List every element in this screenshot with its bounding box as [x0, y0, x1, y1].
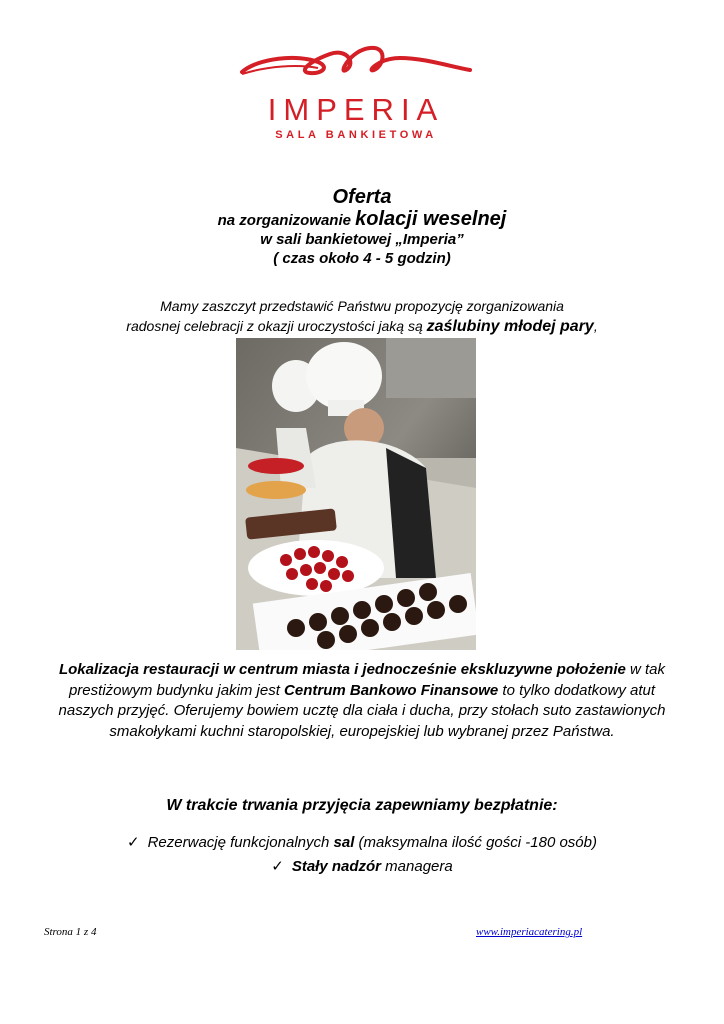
- logo-subtitle: SALA BANKIETOWA: [275, 129, 437, 141]
- intro-text: [0, 296, 724, 337]
- page-number: Strona 1 z 4: [44, 926, 97, 938]
- location-highlight: Lokalizacja restauracji w centrum miasta i jednocześnie ekskluzywne położenie: [58, 661, 626, 678]
- building-name: Centrum Bankowo Finansowe: [284, 681, 499, 699]
- checkmark-icon: ✓: [271, 858, 284, 875]
- offer-title: Oferta: [332, 186, 392, 208]
- free-services-list: [0, 831, 724, 879]
- offer-subtitle-line: [0, 210, 724, 230]
- location-paragraph: [44, 660, 680, 742]
- offer-title-block: [0, 185, 724, 268]
- free-services-heading: W trakcie trwania przyjęcia zapewniamy bezpłatnie:: [166, 797, 558, 814]
- chefs-preparing-desserts-image: [236, 338, 476, 650]
- offer-subtitle-prefix: na zorganizowanie: [217, 212, 356, 229]
- location-text-2: to tylko dodatkowy atut naszych przyjęć. Oferujemy bowiem ucztę dla ciała i ducha, przy stołach suto zastawionych smakołykami kuchni staropolskiej, europejskiej lub wybranej przez Państwa.: [58, 681, 666, 740]
- swoosh-logo-icon: [238, 40, 474, 90]
- imperia-logo: [238, 40, 474, 140]
- location-text-1: w tak prestiżowym budynku jakim jest: [68, 661, 666, 699]
- intro-line-1: Mamy zaszczyt przedstawić Państwu propozycję zorganizowania: [160, 298, 564, 314]
- website-link[interactable]: www.imperiacatering.pl: [476, 926, 583, 938]
- list-item: ✓ Stały nadzór managera: [271, 858, 453, 875]
- duration-line: ( czas około 4 - 5 godzin): [273, 250, 451, 267]
- intro-line-2: [0, 316, 724, 337]
- list-item: ✓ Rezerwację funkcjonalnych sal (maksymalna ilość gości -180 osób): [127, 834, 597, 851]
- venue-line: w sali bankietowej „Imperia”: [260, 231, 464, 248]
- intro-line-2-prefix: radosnej celebracji z okazji uroczystości jaką są: [126, 318, 427, 334]
- logo-name: IMPERIA: [267, 92, 445, 127]
- checkmark-icon: ✓: [127, 834, 140, 851]
- intro-line-2-suffix: ,: [593, 318, 598, 334]
- intro-line-2-emphasis: zaślubiny młodej pary: [426, 318, 594, 335]
- offer-subtitle-emphasis: kolacji weselnej: [355, 208, 507, 230]
